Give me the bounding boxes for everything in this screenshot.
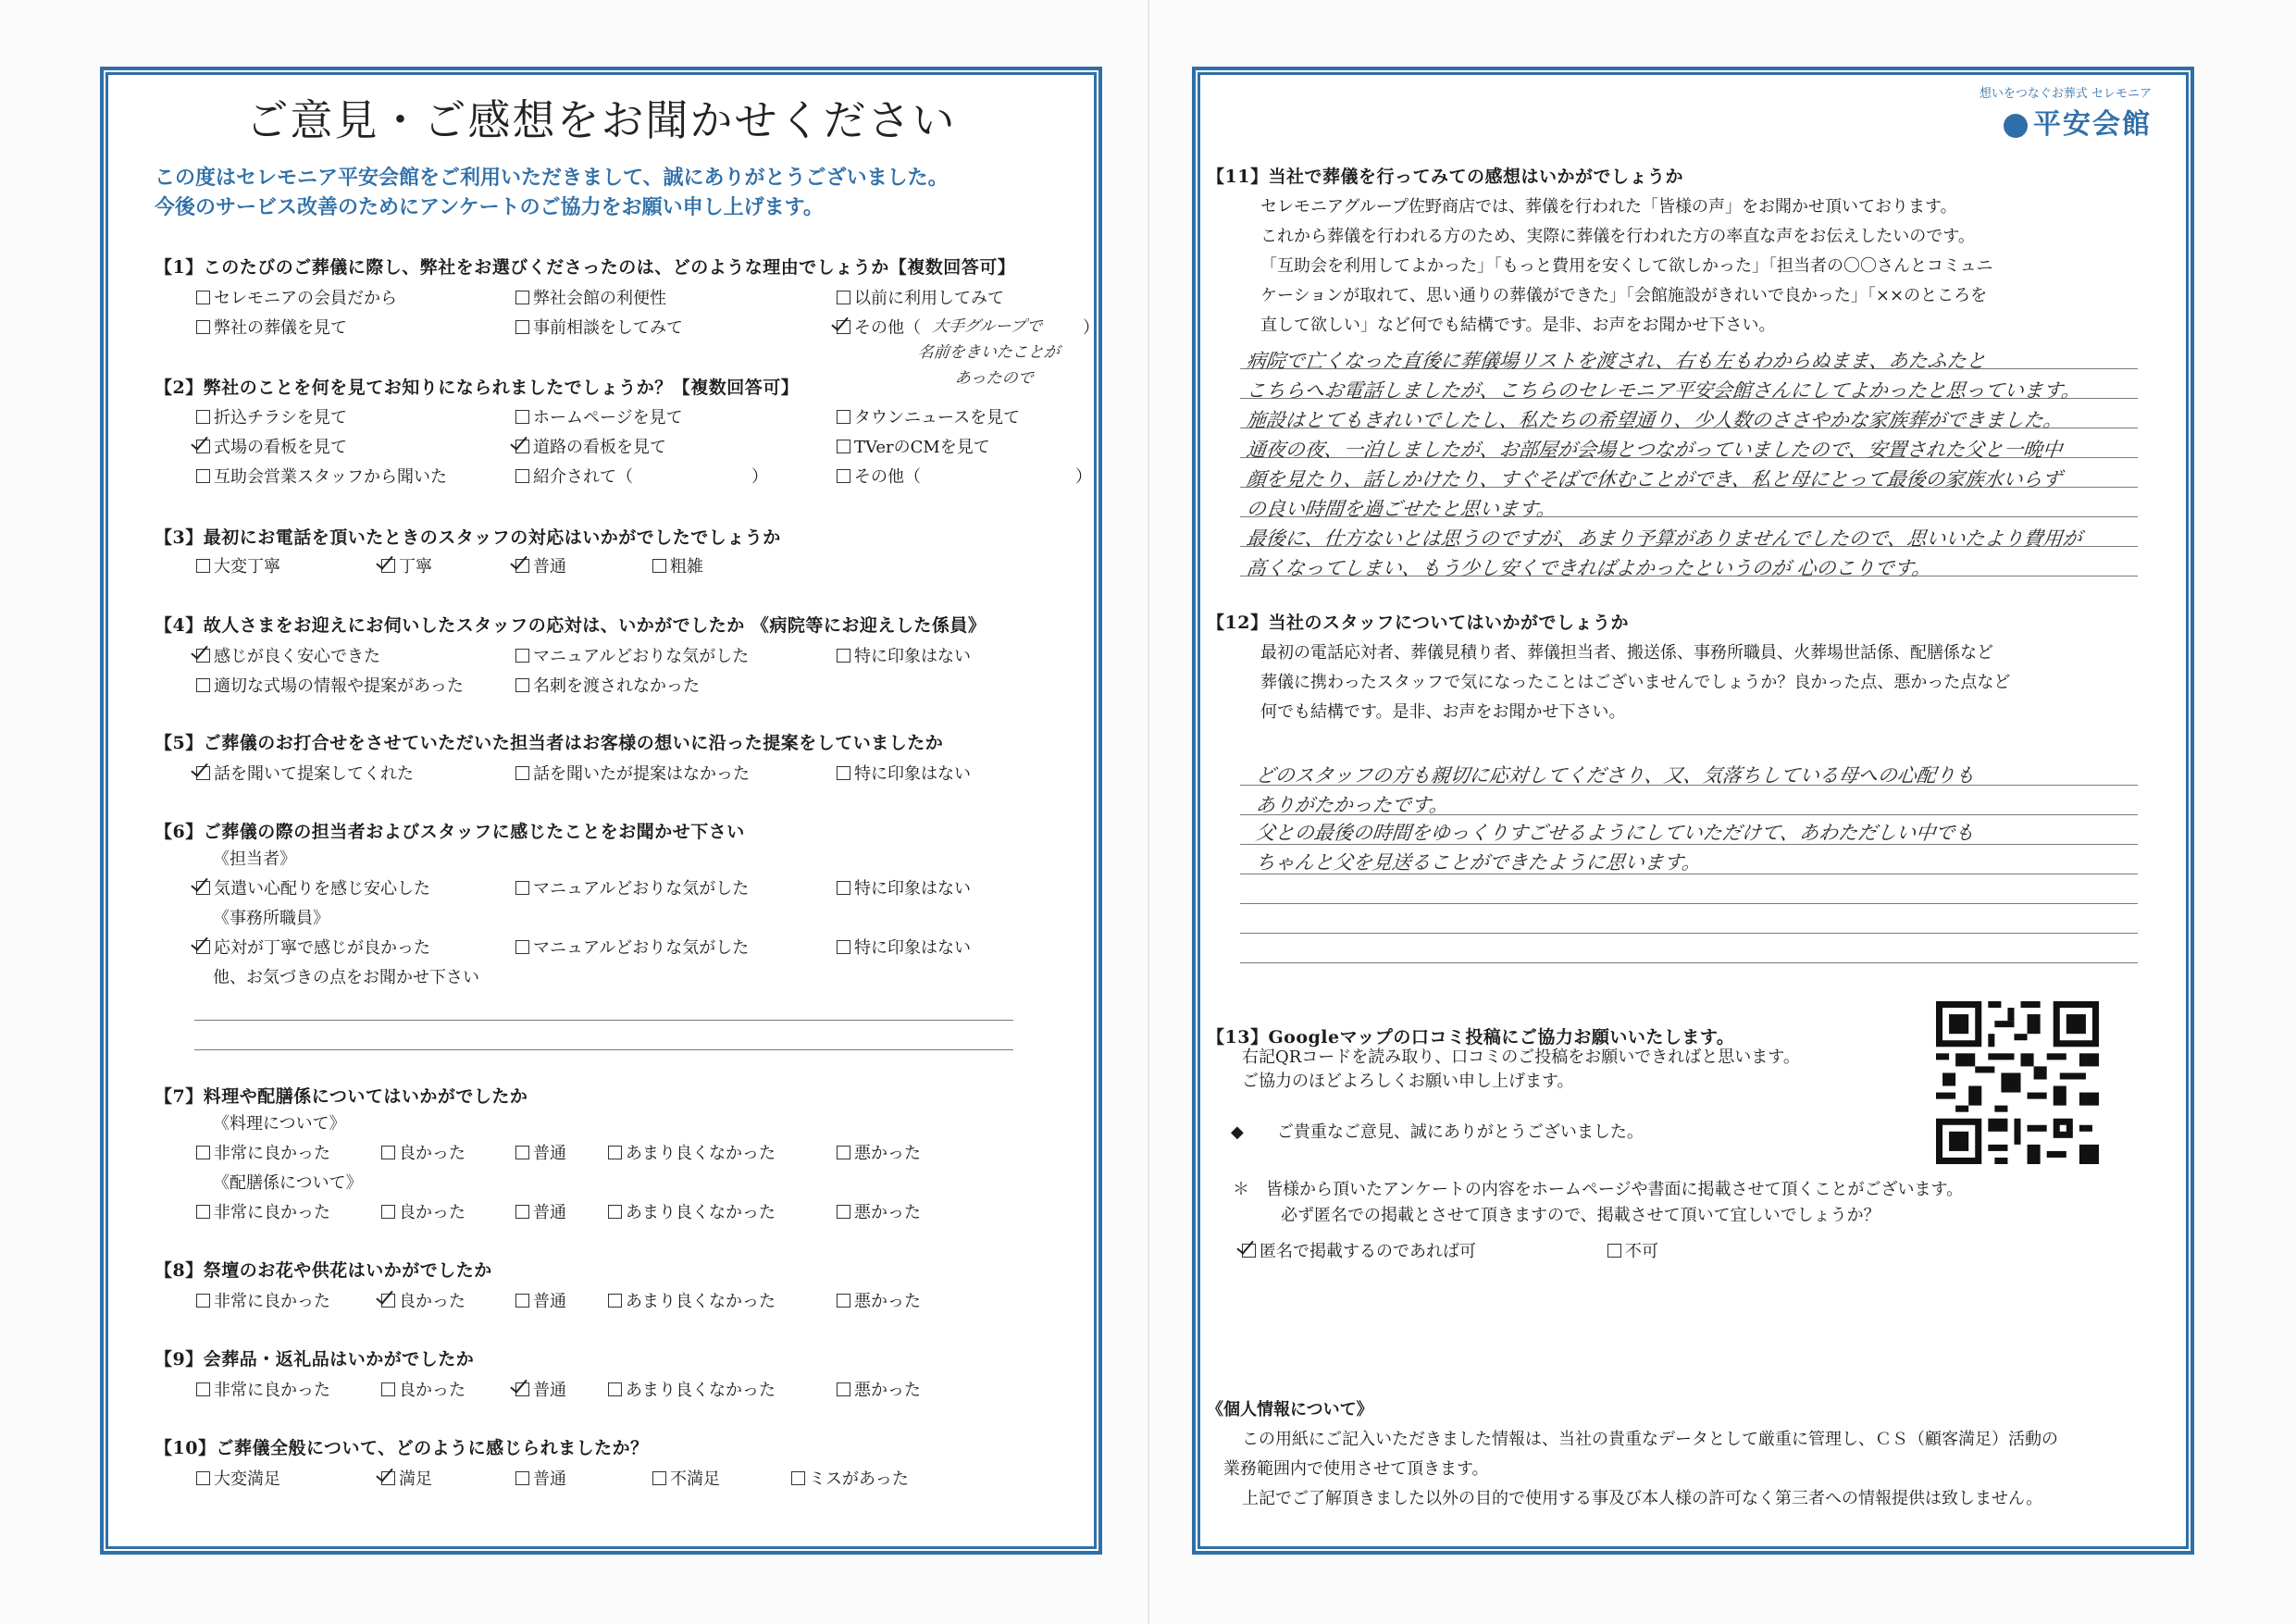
option-text: 匿名で掲載するのであれば可 [1260,1242,1476,1261]
option-text: 悪かった [854,1292,921,1311]
q1-option-other[interactable] [837,315,921,339]
q2-other-close: ） [1075,467,1092,487]
option-text: あまり良くなかった [626,1292,776,1311]
checkbox[interactable] [196,1294,210,1308]
option-text: 丁寧 [399,557,432,576]
q12-handwritten-line: 父との最後の時間をゆっくりすごせるようにしていただけて、あわただしい中でも [1254,822,1976,844]
checkbox[interactable] [196,1146,210,1159]
q1-handwritten-3: あったので [953,369,1035,388]
option-text: あまり良くなかった [626,1144,776,1163]
q4-option-no-card[interactable] [515,673,700,697]
option-text: 道路の看板を見て [533,438,666,457]
checkbox-checked[interactable] [515,1382,529,1396]
option-text: ミスがあった [809,1469,909,1489]
q8-label: 【8】祭壇のお花や供花はいかがでしたか [155,1260,492,1281]
option-text: TVerのCMを見て [854,438,990,457]
q8-very-good[interactable] [196,1288,330,1312]
checkbox[interactable] [837,1382,850,1396]
checkbox-checked[interactable] [196,766,210,780]
q2-option-road-sign[interactable] [515,434,666,458]
q9-bad[interactable] [837,1377,921,1401]
option-text: 普通 [533,557,566,576]
q2-option-tver-cm[interactable] [837,434,990,458]
checkbox[interactable] [837,469,850,483]
option-text: 式場の看板を見て [214,438,347,457]
q9-very-good[interactable] [196,1377,330,1401]
checkbox-checked[interactable] [515,440,529,453]
q4-option-reassuring[interactable] [196,643,380,667]
option-text: 紹介されて（ [533,467,633,487]
option-text: 弊社の葬儀を見て [214,318,347,338]
comment-line[interactable] [1240,933,2138,934]
option-text: 満足 [399,1469,432,1489]
option-text: 普通 [533,1292,566,1311]
q8-normal[interactable] [515,1288,566,1312]
q7-label: 【7】料理や配膳係についてはいかがでしたか [155,1086,528,1107]
checkbox[interactable] [515,410,529,424]
checkbox[interactable] [196,291,210,304]
q9-label: 【9】会葬品・返礼品はいかがでしたか [155,1349,475,1370]
q11-handwritten-line: 高くなってしまい、もう少し安くできればよかったというのが 心のこりです。 [1245,557,1933,579]
page-fold [1148,0,1149,1624]
checkbox[interactable] [381,1205,395,1219]
q9-not-good[interactable] [608,1377,776,1401]
logo-name [1980,101,2152,142]
checkbox[interactable] [837,881,850,895]
q11-label: 【11】当社で葬儀を行ってみての感想はいかがでしょうか [1207,167,1683,187]
q2-option-sales-staff[interactable] [196,464,447,488]
q11-desc-line: これから葬儀を行われる方のため、実際に葬儀を行われた方の率直な声をお伝えしたいのです。 [1260,227,1975,246]
q7-sub-service: 《配膳係について》 [213,1173,363,1193]
privacy-title: 《個人情報について》 [1207,1400,1373,1419]
option-text: 弊社会館の利便性 [533,289,666,308]
option-text: 以前に利用してみて [854,289,1004,308]
option-text: マニュアルどおりな気がした [533,879,750,899]
q3-label: 【3】最初にお電話を頂いたときのスタッフの対応はいかがでしたでしょうか [155,527,781,548]
q9-normal[interactable] [515,1377,566,1401]
option-text: 特に印象はない [854,879,971,899]
checkbox[interactable] [515,766,529,780]
option-text: 特に印象はない [854,938,971,958]
checkbox-checked[interactable] [515,559,529,573]
checkbox[interactable] [515,320,529,334]
q6-option-considerate[interactable] [196,875,430,899]
option-text: 非常に良かった [214,1292,330,1311]
q11-description [1260,192,2149,341]
q10-dissatisfied[interactable] [652,1466,720,1490]
q7-food-not-good[interactable] [608,1140,776,1164]
logo-tagline: 想いをつなぐお葬式 セレモニア [1979,87,2152,101]
privacy-line-1: この用紙にご記入いただきました情報は、当社の貴重なデータとして厳重に管理し、ＣＳ（顧客満足）活動の [1242,1430,2058,1449]
q13-desc-line: ご協力のほどよろしくお願い申し上げます。 [1242,1072,1574,1091]
q8-good[interactable] [381,1288,465,1312]
option-text: 悪かった [854,1144,921,1163]
q2-option-referral[interactable] [515,464,633,488]
intro-text [155,163,1061,222]
q2-option-other[interactable] [837,464,921,488]
checkbox-checked[interactable] [1242,1244,1256,1258]
checkbox[interactable] [515,291,529,304]
survey-left-page [100,67,1102,1555]
consent-option-anonymous[interactable] [1242,1238,1476,1262]
q5-option-listened-proposed[interactable] [196,761,414,785]
checkbox[interactable] [196,559,210,573]
q11-desc-line: ケーションが取れて、思い通りの葬儀ができた」「会館施設がきれいで良かった」「××のところを [1260,286,1988,305]
q2-option-town-news[interactable] [837,404,1020,428]
q8-not-good[interactable] [608,1288,776,1312]
q10-normal[interactable] [515,1466,566,1490]
option-text: 特に印象はない [854,647,971,666]
option-text: 悪かった [854,1203,921,1222]
consent-option-no[interactable] [1607,1238,1658,1262]
option-text: 普通 [533,1381,566,1400]
option-text: セレモニアの会員だから [214,289,397,308]
q12-label: 【12】当社のスタッフについてはいかがでしょうか [1207,613,1630,633]
checkbox[interactable] [515,469,529,483]
checkbox[interactable] [837,410,850,424]
option-text: マニュアルどおりな気がした [533,647,750,666]
checkbox[interactable] [837,1294,850,1308]
q11-handwritten-line: 施設はとてもきれいでしたし、私たちの希望通り、少人数のささやかな家族葬ができました。 [1245,409,2065,431]
q6-option-office-no-impression[interactable] [837,935,971,959]
option-text: 非常に良かった [214,1381,330,1400]
consent-line-1: ＊ 皆様から頂いたアンケートの内容をホームページや書面に掲載させて頂くことがございます。 [1233,1180,1964,1199]
option-text: マニュアルどおりな気がした [533,938,750,958]
q3-option-rude[interactable] [652,553,703,577]
q13-description [1242,1046,1890,1094]
q7-food-good[interactable] [381,1140,465,1164]
option-text: 普通 [533,1144,566,1163]
q6-option-manual[interactable] [515,875,749,899]
option-text: あまり良くなかった [626,1203,776,1222]
checkbox[interactable] [608,1146,622,1159]
option-text: 話を聞いて提案してくれた [214,764,414,784]
option-text: その他（ [854,318,921,338]
checkbox[interactable] [652,1471,666,1485]
option-text: 良かった [399,1292,465,1311]
q1-option-saw-funeral[interactable] [196,315,347,339]
q6-sub-staff: 《担当者》 [213,849,296,869]
q5-label: 【5】ご葬儀のお打合せをさせていただいた担当者はお客様の想いに沿った提案をしていましたか [155,733,944,753]
q11-desc-line: 直して欲しい」など何でも結構です。是非、お声をお聞かせ下さい。 [1260,316,1776,335]
q7-food-very-good[interactable] [196,1140,330,1164]
q2-referral-close: ） [751,467,768,487]
q12-desc-line: 葬儀に携わったスタッフで気になったことはございませんでしょうか？良かった点、悪かった点など [1260,673,2011,692]
checkbox[interactable] [515,1471,529,1485]
checkbox[interactable] [515,1146,529,1159]
option-text: 応対が丁寧で感じが良かった [214,938,430,958]
option-text: タウンニュースを見て [854,408,1021,428]
intro-line-1: この度はセレモニア平安会館をご利用いただきまして、誠にありがとうございました。 [155,166,949,190]
option-text: 普通 [533,1203,566,1222]
option-text: 普通 [533,1469,566,1489]
privacy-line-2: 業務範囲内で使用させて頂きます。 [1223,1459,1489,1479]
q4-option-no-impression[interactable] [837,643,971,667]
q2-option-homepage[interactable] [515,404,683,428]
checkbox[interactable] [515,678,529,692]
checkbox-checked[interactable] [381,1471,395,1485]
checkbox[interactable] [515,1205,529,1219]
q6-option-office-polite[interactable] [196,935,430,959]
checkbox-checked[interactable] [196,940,210,954]
option-text: 適切な式場の情報や提案があった [214,676,464,696]
q12-handwritten-line: ちゃんと父を見送ることができたように思います。 [1254,851,1703,874]
q11-handwritten-line: 病院で亡くなった直後に葬儀場リストを渡され、右も左もわからぬまま、あたふたと [1245,350,1987,372]
option-text: あまり良くなかった [626,1381,776,1400]
thanks-message: ◆ ご貴重なご意見、誠にありがとうございました。 [1231,1122,1644,1142]
comment-line[interactable] [194,1020,1013,1021]
logo-name-text: 平安会館 [2033,108,2152,141]
checkbox[interactable] [837,766,850,780]
q3-option-normal[interactable] [515,553,566,577]
q9-good[interactable] [381,1377,465,1401]
q10-satisfied[interactable] [381,1466,432,1490]
checkbox[interactable] [196,1205,210,1219]
q13-desc-line: 右記QRコードを読み取り、口コミのご投稿をお願いできればと思います。 [1242,1048,1800,1067]
checkbox-checked[interactable] [381,559,395,573]
q7-service-good[interactable] [381,1199,465,1223]
q11-handwritten-line: 通夜の夜、一泊しましたが、お部屋が会場とつながっていましたので、安置された父と一晩中 [1245,439,2064,461]
option-text: 特に印象はない [854,764,971,784]
comment-line[interactable] [1240,903,2138,904]
option-text: 不可 [1625,1242,1658,1261]
checkbox[interactable] [791,1471,805,1485]
qr-code-icon[interactable] [1936,1001,2099,1164]
q7-service-bad[interactable] [837,1199,921,1223]
q13-label: 【13】Googleマップの口コミ投稿にご協力お願いいたします。 [1207,1027,1735,1048]
q3-option-polite[interactable] [381,553,432,577]
q11-handwritten-line: の良い時間を過ごせたと思います。 [1245,498,1558,520]
option-text: 気遣い心配りを感じ安心した [214,879,430,899]
q3-option-very-polite[interactable] [196,553,280,577]
option-text: 名刺を渡されなかった [533,676,700,696]
q7-service-very-good[interactable] [196,1199,330,1223]
option-text: 非常に良かった [214,1203,330,1222]
q6-other-prompt: 他、お気づきの点をお聞かせ下さい [213,968,479,987]
q6-label: 【6】ご葬儀の際の担当者およびスタッフに感じたことをお聞かせ下さい [155,822,745,842]
checkbox[interactable] [1607,1244,1621,1258]
checkbox[interactable] [381,1382,395,1396]
page-title: ご意見・ご感想をお聞かせください [245,95,957,145]
q7-sub-food: 《料理について》 [213,1114,346,1134]
q2-label: 【2】弊社のことを何を見てお知りになられましたでしょうか？【複数回答可】 [155,378,800,398]
q7-service-normal[interactable] [515,1199,566,1223]
option-text: 良かった [399,1381,465,1400]
checkbox[interactable] [515,649,529,663]
checkbox[interactable] [515,940,529,954]
q11-handwritten-line: 最後に、仕方ないとは思うのですが、あまり予算がありませんでしたので、思いいたより費用が [1245,527,2083,550]
company-logo [1980,83,2152,142]
checkbox[interactable] [837,940,850,954]
option-text: 良かった [399,1144,465,1163]
logo-mark-icon [2004,114,2028,138]
checkbox-checked[interactable] [196,440,210,453]
q1-option-previous[interactable] [837,285,1004,309]
checkbox[interactable] [608,1205,622,1219]
option-text: 話を聞いたが提案はなかった [533,764,750,784]
checkbox[interactable] [837,291,850,304]
checkbox-checked[interactable] [381,1294,395,1308]
checkbox[interactable] [837,1146,850,1159]
survey-right-page [1192,67,2194,1555]
q1-option-convenience[interactable] [515,285,666,309]
comment-line[interactable] [194,1049,1013,1050]
q5-option-no-proposal[interactable] [515,761,750,785]
checkbox[interactable] [515,1294,529,1308]
consent-line-2: 必ず匿名での掲載とさせて頂きますので、掲載させて頂いて宜しいでしょうか？ [1281,1206,1880,1225]
option-text: 粗雑 [670,557,703,576]
q12-handwritten-line: どのスタッフの方も親切に応対してくださり、又、気落ちしている母への心配りも [1254,764,1977,787]
q6-option-office-manual[interactable] [515,935,749,959]
intro-line-2: 今後のサービス改善のためにアンケートのご協力をお願い申し上げます。 [155,195,824,219]
checkbox[interactable] [837,649,850,663]
checkbox[interactable] [515,881,529,895]
q1-option-member[interactable] [196,285,397,309]
q10-mistake[interactable] [791,1466,909,1490]
option-text: 大変丁寧 [214,557,280,576]
checkbox[interactable] [837,440,850,453]
checkbox-checked[interactable] [196,881,210,895]
checkbox[interactable] [837,1205,850,1219]
option-text: 互助会営業スタッフから聞いた [214,467,447,487]
q2-option-hall-sign[interactable] [196,434,347,458]
q2-option-flyer[interactable] [196,404,347,428]
q7-food-normal[interactable] [515,1140,566,1164]
q11-desc-line: 「互助会を利用してよかった」「もっと費用を安くして欲しかった」「担当者の〇〇さんとコミュニ [1260,256,1993,276]
checkbox[interactable] [196,469,210,483]
q5-option-no-impression[interactable] [837,761,971,785]
q12-desc-line: 何でも結構です。是非、お声をお聞かせ下さい。 [1260,702,1626,722]
q1-handwritten-2: 名前をきいたことが [916,343,1061,362]
q12-description [1260,638,2149,727]
q12-handwritten-line: ありがたかったです。 [1254,794,1450,816]
option-text: 折込チラシを見て [214,408,347,428]
option-text: ホームページを見て [533,408,683,428]
q11-desc-line: セレモニアグループ佐野商店では、葬儀を行われた「皆様の声」をお聞かせ頂いております。 [1260,197,1957,217]
comment-line[interactable] [1240,962,2138,963]
q6-sub-office: 《事務所職員》 [213,909,329,928]
privacy-line-3: 上記でご了解頂きました以外の目的で使用する事及び本人様の許可なく第三者への情報提供は致しません。 [1242,1489,2043,1508]
checkbox[interactable] [196,678,210,692]
q10-label: 【10】ご葬儀全般について、どのように感じられましたか？ [155,1438,649,1458]
checkbox[interactable] [196,320,210,334]
q7-service-not-good[interactable] [608,1199,776,1223]
option-text: 非常に良かった [214,1144,330,1163]
q4-label: 【4】故人さまをお迎えにお伺いしたスタッフの応対は、いかがでしたか 《病院等にお迎えした係員》 [155,615,987,636]
option-text: その他（ [854,467,921,487]
checkbox[interactable] [652,559,666,573]
checkbox[interactable] [196,1382,210,1396]
option-text: 感じが良く安心できた [214,647,380,666]
checkbox[interactable] [608,1294,622,1308]
q1-other-close: ） [1083,318,1099,338]
option-text: 不満足 [670,1469,720,1489]
checkbox[interactable] [608,1382,622,1396]
q6-option-no-impression[interactable] [837,875,971,899]
checkbox[interactable] [381,1146,395,1159]
q1-handwritten-1: 大手グループで [931,317,1043,336]
checkbox-checked[interactable] [196,649,210,663]
q8-bad[interactable] [837,1288,921,1312]
q1-label: 【1】このたびのご葬儀に際し、弊社をお選びくださったのは、どのような理由でしょうか【複数回答可】 [155,257,1016,278]
option-text: 良かった [399,1203,465,1222]
checkbox[interactable] [196,410,210,424]
q10-very-satisfied[interactable] [196,1466,280,1490]
q4-option-hall-info[interactable] [196,673,464,697]
q12-desc-line: 最初の電話応対者、葬儀見積り者、葬儀担当者、搬送係、事務所職員、火葬場世話係、配膳係など [1260,643,1993,663]
checkbox-checked[interactable] [837,320,850,334]
q11-handwritten-line: 顔を見たり、話しかけたり、すぐそばで休むことができ、私と母にとって最後の家族水いらず [1245,468,2063,490]
option-text: 悪かった [854,1381,921,1400]
checkbox[interactable] [196,1471,210,1485]
q11-handwritten-line: こちらへお電話しましたが、こちらのセレモニア平安会館さんにしてよかったと思っています。 [1245,379,2082,402]
option-text: 事前相談をしてみて [533,318,683,338]
q1-option-consultation[interactable] [515,315,683,339]
q4-option-manual[interactable] [515,643,749,667]
q7-food-bad[interactable] [837,1140,921,1164]
option-text: 大変満足 [214,1469,280,1489]
